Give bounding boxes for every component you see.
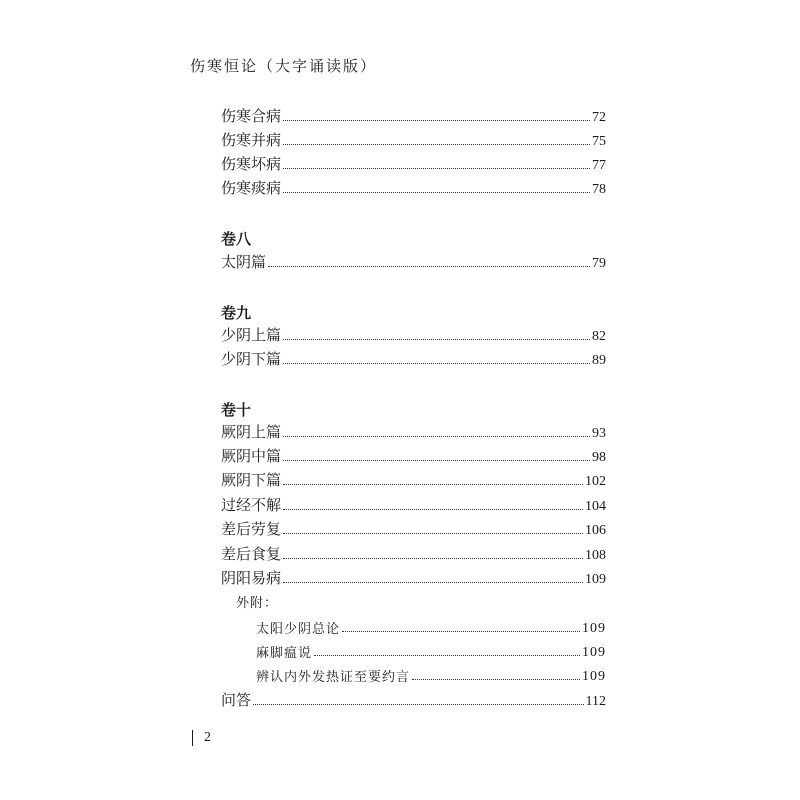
toc-entry-label: 少阴下篇 (221, 350, 282, 368)
toc-subentry[interactable] (256, 663, 606, 685)
toc-entry[interactable] (221, 688, 606, 710)
toc-entry-page: 79 (592, 256, 606, 271)
dot-leader (342, 630, 580, 632)
appendix-label: 外附： (236, 596, 279, 611)
dot-leader (283, 143, 590, 145)
toc-entry-label: 厥阴下篇 (221, 471, 282, 489)
dot-leader (283, 557, 583, 559)
toc-entry-page: 109 (585, 572, 606, 587)
dot-leader (283, 435, 590, 437)
toc-entry[interactable] (221, 128, 606, 150)
toc-entry-page: 72 (592, 110, 606, 125)
folio-rule (192, 730, 193, 746)
toc-entry-label: 伤寒痰病 (221, 179, 282, 197)
section-heading-juan10: 卷十 (221, 401, 252, 419)
toc-entry-label: 伤寒坏病 (221, 155, 282, 173)
toc-entry[interactable] (221, 542, 606, 564)
dot-leader (283, 483, 583, 485)
toc-entry[interactable] (221, 420, 606, 442)
toc-entry-page: 109 (582, 621, 606, 636)
toc-entry[interactable] (221, 444, 606, 466)
toc-entry[interactable] (221, 493, 606, 515)
toc-entry-label: 太阳少阴总论 (256, 622, 341, 637)
toc-entry-page: 108 (585, 548, 606, 563)
dot-leader (283, 119, 590, 121)
toc-entry-page: 104 (585, 499, 606, 514)
toc-entry-label: 少阴上篇 (221, 326, 282, 344)
toc-entry-label: 差后食复 (221, 545, 282, 563)
toc-entry-label: 过经不解 (221, 496, 282, 514)
toc-entry-label: 太阴篇 (221, 253, 267, 271)
toc-entry[interactable] (221, 152, 606, 174)
toc-entry-page: 109 (582, 669, 606, 684)
toc-subentry[interactable] (256, 615, 606, 637)
toc-entry-page: 93 (592, 426, 606, 441)
toc-entry-page: 77 (592, 158, 606, 173)
toc-entry-page: 82 (592, 329, 606, 344)
toc-entry[interactable] (221, 517, 606, 539)
toc-entry[interactable] (221, 347, 606, 369)
dot-leader (283, 191, 590, 193)
section-heading-juan8: 卷八 (221, 230, 252, 248)
toc-entry-page: 78 (592, 182, 606, 197)
dot-leader (314, 654, 580, 656)
dot-leader (253, 703, 584, 705)
page-number: 2 (204, 730, 211, 745)
toc-entry-page: 102 (585, 474, 606, 489)
toc-entry-page: 98 (592, 450, 606, 465)
toc-entry-page: 75 (592, 134, 606, 149)
toc-entry-page: 109 (582, 645, 606, 660)
toc-entry[interactable] (221, 323, 606, 345)
toc-entry-label: 辨认内外发热证至要约言 (256, 670, 411, 685)
section-heading-juan9: 卷九 (221, 304, 252, 322)
toc-entry-page: 106 (585, 523, 606, 538)
dot-leader (412, 678, 580, 680)
toc-entry-label: 麻脚瘟说 (256, 646, 313, 661)
toc-entry-label: 问答 (221, 691, 252, 709)
toc-entry[interactable] (221, 468, 606, 490)
toc-subentry[interactable] (256, 639, 606, 661)
toc-entry-label: 差后劳复 (221, 520, 282, 538)
toc-entry-label: 阴阳易病 (221, 569, 282, 587)
dot-leader (283, 532, 583, 534)
toc-entry-label: 厥阴上篇 (221, 423, 282, 441)
toc-entry[interactable] (221, 176, 606, 198)
toc-entry[interactable] (221, 566, 606, 588)
dot-leader (283, 338, 590, 340)
toc-entry-page: 112 (585, 694, 606, 709)
dot-leader (283, 508, 583, 510)
toc-entry-label: 伤寒合病 (221, 107, 282, 125)
toc-entry-page: 89 (592, 353, 606, 368)
dot-leader (283, 167, 590, 169)
toc-entry-label: 厥阴中篇 (221, 447, 282, 465)
toc-entry[interactable] (221, 104, 606, 126)
dot-leader (283, 459, 590, 461)
dot-leader (268, 265, 590, 267)
toc-entry-label: 伤寒并病 (221, 131, 282, 149)
dot-leader (283, 362, 590, 364)
dot-leader (283, 581, 583, 583)
toc-entry[interactable] (221, 250, 606, 272)
running-title: 伤寒恒论（大字诵读版） (190, 57, 378, 75)
